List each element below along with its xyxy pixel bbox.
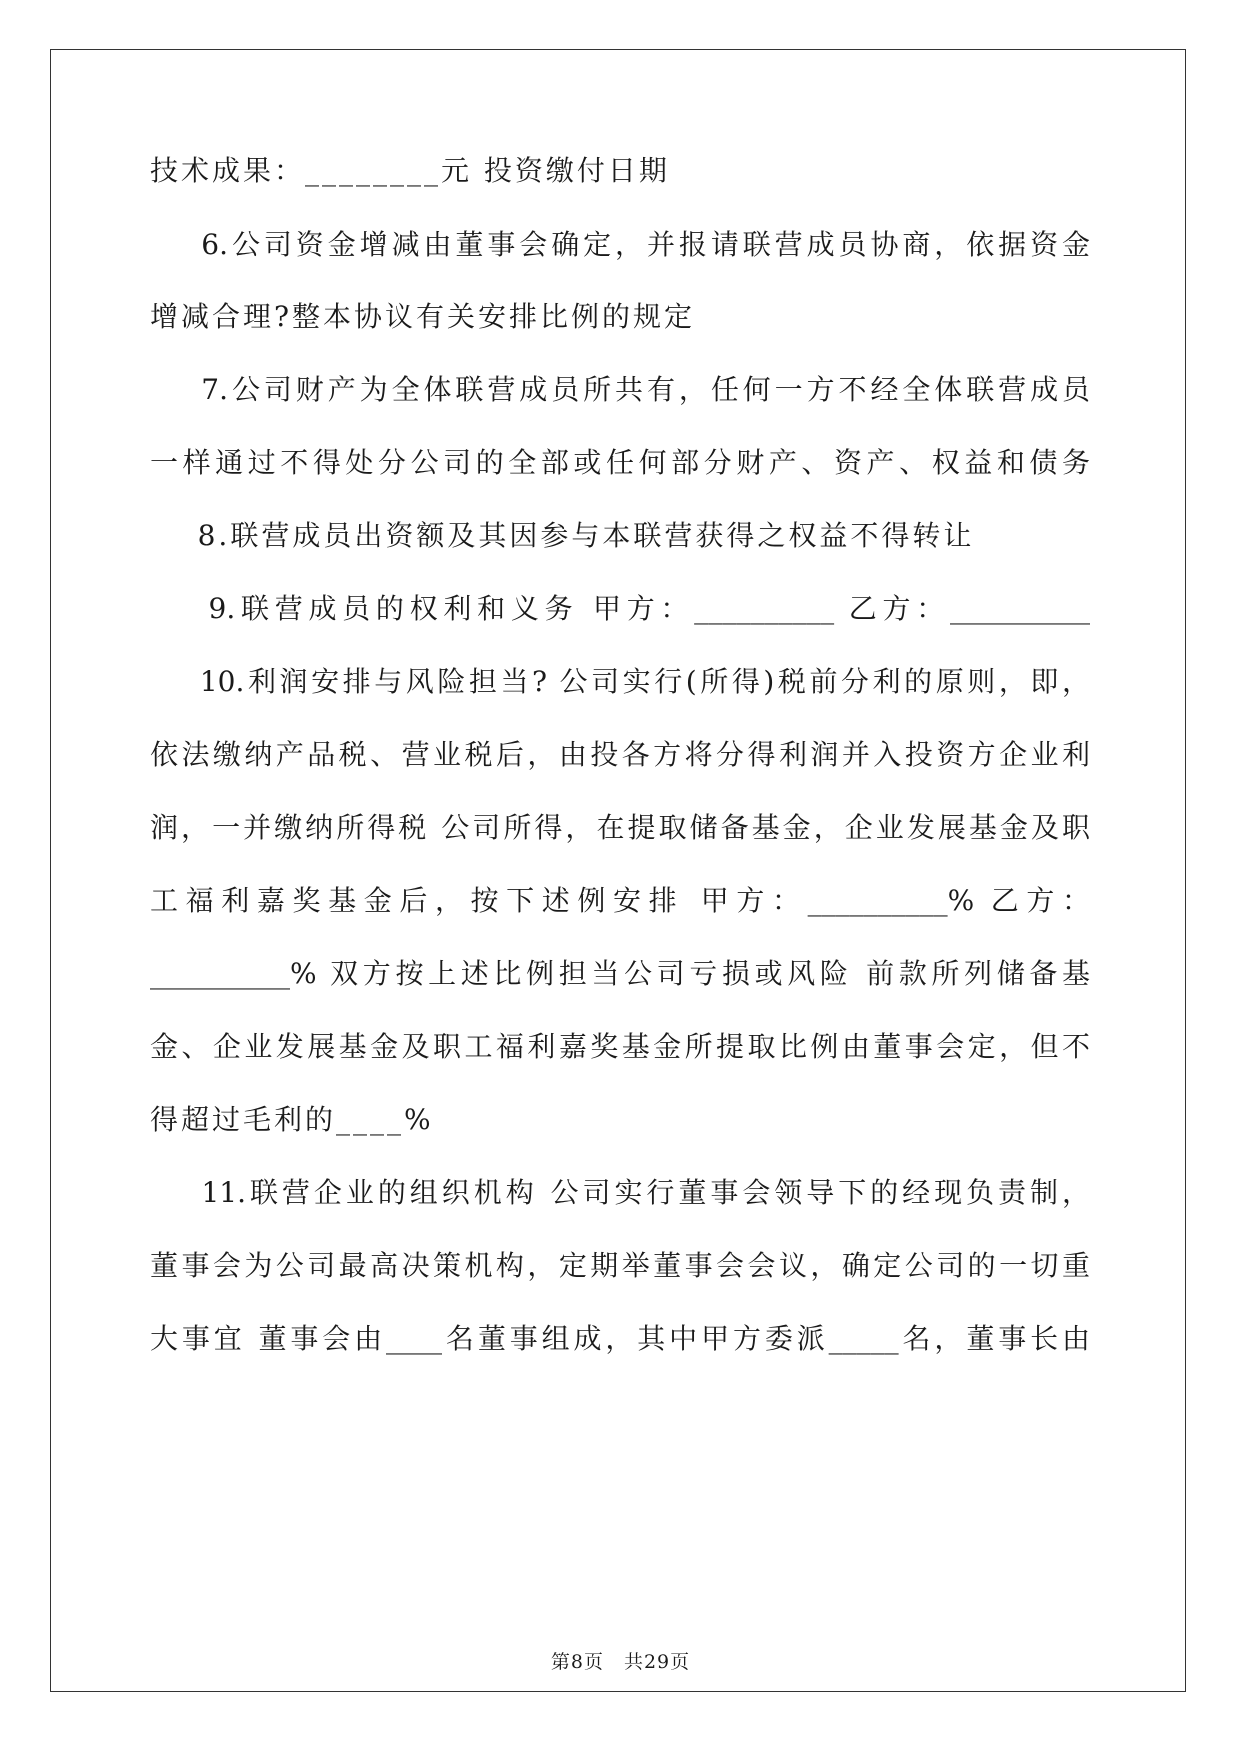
text-line-1: 技术成果：________元 投资缴付日期 <box>150 154 670 187</box>
text-line-8: 10.利润安排与风险担当? 公司实行(所得)税前分利的原则，即， <box>150 665 1090 698</box>
text-line-4: 7.公司财产为全体联营成员所共有，任何一方不经全体联营成员 <box>150 373 1090 406</box>
text-line-5: 一样通过不得处分公司的全部或任何部分财产、资产、权益和债务 <box>150 446 1090 479</box>
text-line-7: 9.联营成员的权利和义务 甲方：__________ 乙方：__________ <box>150 592 1090 625</box>
text-line-17: 大事宜 董事会由____名董事组成，其中甲方委派_____名，董事长由 <box>150 1322 1090 1355</box>
text-line-3: 增减合理?整本协议有关安排比例的规定 <box>150 300 696 333</box>
text-line-11: 工福利嘉奖基金后，按下述例安排 甲方：__________% 乙方： <box>150 884 1090 917</box>
text-line-14: 得超过毛利的____% <box>150 1103 434 1136</box>
text-line-16: 董事会为公司最高决策机构，定期举董事会会议，确定公司的一切重 <box>150 1249 1090 1282</box>
page-border <box>50 49 1186 1692</box>
text-line-9: 依法缴纳产品税、营业税后，由投各方将分得利润并入投资方企业利 <box>150 738 1090 771</box>
page-number-footer: 第8页 共29页 <box>550 1651 691 1673</box>
text-line-2: 6.公司资金增减由董事会确定，并报请联营成员协商，依据资金 <box>150 228 1090 261</box>
text-line-15: 11.联营企业的组织机构 公司实行董事会领导下的经现负责制， <box>150 1176 1090 1209</box>
text-line-10: 润，一并缴纳所得税 公司所得，在提取储备基金，企业发展基金及职 <box>150 811 1090 844</box>
text-line-12: __________% 双方按上述比例担当公司亏损或风险 前款所列储备基 <box>150 957 1090 990</box>
text-line-6: 8.联营成员出资额及其因参与本联营获得之权益不得转让 <box>150 519 975 552</box>
text-line-13: 金、企业发展基金及职工福利嘉奖基金所提取比例由董事会定，但不 <box>150 1030 1090 1063</box>
